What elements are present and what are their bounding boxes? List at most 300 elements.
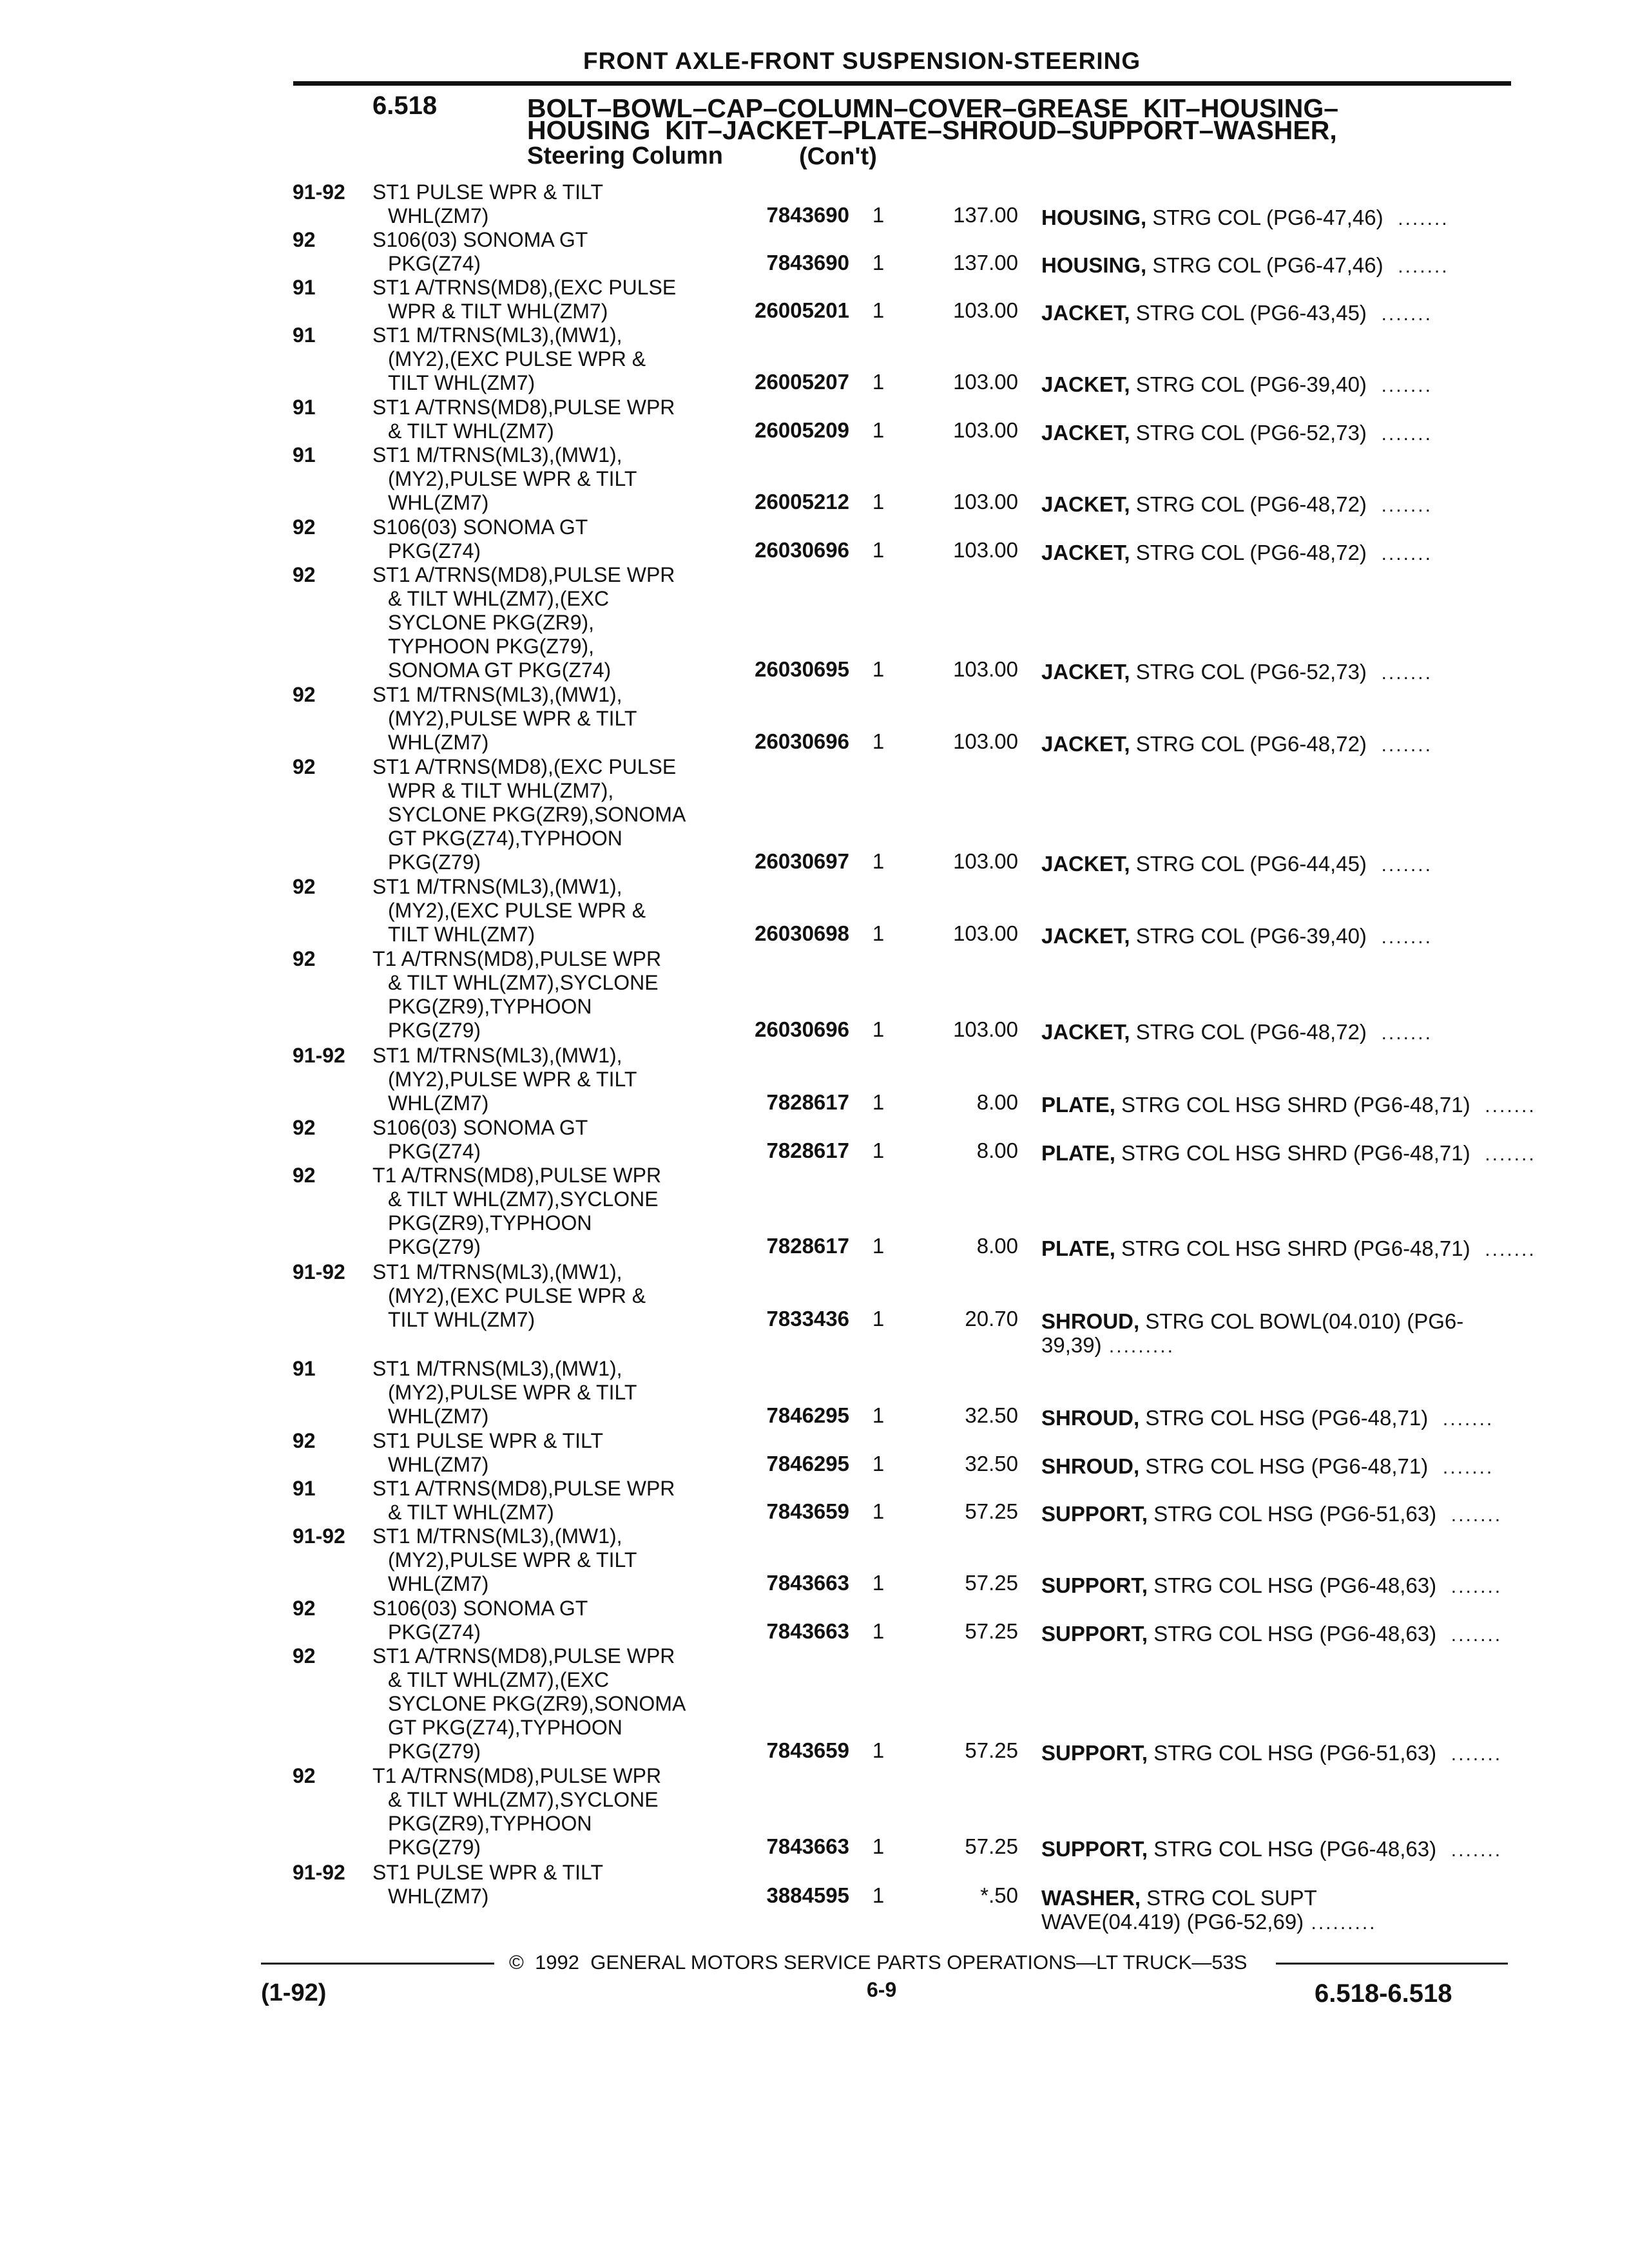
part-name-detail: STRG COL SUPT (1141, 1886, 1317, 1910)
part-model-year: 92 (293, 515, 316, 539)
usage-line: SYCLONE PKG(ZR9), (388, 611, 595, 634)
usage-line: WHL(ZM7) (388, 1091, 489, 1115)
part-quantity: 1 (872, 1090, 885, 1114)
part-name-detail: STRG COL (PG6-52,73) (1130, 421, 1367, 445)
dot-leader: ....... (1428, 1457, 1494, 1478)
usage-line: WHL(ZM7) (388, 1405, 489, 1428)
part-usage-description (372, 1644, 686, 1763)
usage-line: TILT WHL(ZM7) (388, 371, 535, 394)
usage-line: ST1 M/TRNS(ML3),(MW1), (372, 875, 622, 898)
usage-line: & TILT WHL(ZM7) (388, 419, 554, 443)
part-number: 7833436 (766, 1307, 849, 1331)
part-entry (0, 396, 1629, 443)
usage-line: ST1 A/TRNS(MD8),PULSE WPR (372, 396, 675, 419)
part-name (1041, 1573, 1502, 1599)
footer-copyright: © 1992 GENERAL MOTORS SERVICE PARTS OPERATIONS—LT TRUCK—53S (509, 1951, 1248, 1974)
usage-line: PKG(ZR9),TYPHOON (388, 995, 592, 1018)
part-model-year: 91-92 (293, 1044, 345, 1067)
part-usage-description (372, 1044, 637, 1115)
part-number: 26030696 (755, 729, 849, 753)
usage-line: TYPHOON PKG(Z79), (388, 635, 595, 658)
part-model-year: 92 (293, 755, 316, 778)
part-quantity: 1 (872, 298, 885, 322)
usage-line: ST1 M/TRNS(ML3),(MW1), (372, 443, 622, 466)
dot-leader: ....... (1428, 1408, 1494, 1430)
dot-leader: ....... (1366, 735, 1432, 756)
dot-leader: ....... (1366, 927, 1432, 948)
part-usage-description (372, 1764, 661, 1860)
part-number: 26005212 (755, 490, 849, 514)
part-usage-description (372, 1477, 675, 1524)
dot-leader: ....... (1436, 1576, 1503, 1597)
usage-line: & TILT WHL(ZM7) (388, 1501, 554, 1524)
part-name (1041, 1837, 1502, 1862)
part-name (1041, 541, 1432, 566)
section-title-line-3: Steering Column (527, 142, 724, 169)
dot-leader: ....... (1436, 1840, 1503, 1861)
usage-line: SONOMA GT PKG(Z74) (388, 658, 612, 682)
part-model-year: 91 (293, 443, 316, 466)
part-quantity: 1 (872, 418, 885, 442)
usage-line: (MY2),PULSE WPR & TILT (388, 467, 637, 490)
usage-line: ST1 PULSE WPR & TILT (372, 1429, 604, 1452)
part-usage-description (372, 276, 676, 323)
part-name-noun: JACKET, (1041, 372, 1130, 396)
usage-line: PKG(Z74) (388, 252, 481, 275)
part-quantity: 1 (872, 1234, 885, 1258)
usage-line: ST1 A/TRNS(MD8),(EXC PULSE (372, 276, 677, 299)
section-title-line-1: BOLT–BOWL–CAP–COLUMN–COVER–GREASE KIT–HOUSING– (527, 93, 1339, 123)
part-price: 103.00 (953, 729, 1018, 753)
section-title-line-2: HOUSING KIT–JACKET–PLATE–SHROUD–SUPPORT–WASHER, (527, 115, 1337, 145)
part-price: 32.50 (965, 1452, 1018, 1475)
footer-section-range: 6.518-6.518 (1315, 1979, 1452, 2008)
part-name-detail: STRG COL (PG6-52,73) (1130, 660, 1367, 684)
part-name (1041, 421, 1432, 446)
part-model-year: 91 (293, 396, 316, 419)
part-price: 103.00 (953, 1017, 1018, 1041)
part-model-year: 91-92 (293, 1861, 345, 1884)
usage-line: PKG(Z79) (388, 850, 481, 874)
part-name (1041, 301, 1432, 326)
part-name-noun: SUPPORT, (1041, 1573, 1148, 1597)
part-name (1041, 1020, 1432, 1045)
part-entry (0, 276, 1629, 323)
usage-line: S106(03) SONOMA GT (372, 228, 588, 251)
part-name-noun: JACKET, (1041, 421, 1130, 445)
part-entry (0, 180, 1629, 228)
part-price: 57.25 (965, 1619, 1018, 1643)
part-price: 103.00 (953, 298, 1018, 322)
usage-line: ST1 M/TRNS(ML3),(MW1), (372, 323, 622, 347)
part-model-year: 92 (293, 1429, 316, 1452)
part-price: *.50 (980, 1883, 1018, 1907)
part-quantity: 1 (872, 1619, 885, 1643)
part-quantity: 1 (872, 729, 885, 753)
part-usage-description (372, 1260, 646, 1332)
part-name (1041, 1406, 1494, 1431)
part-name-noun: WASHER, (1041, 1886, 1141, 1910)
usage-line: WHL(ZM7) (388, 1453, 489, 1476)
usage-line: ST1 A/TRNS(MD8),PULSE WPR (372, 1644, 675, 1667)
part-name-detail: STRG COL (PG6-48,72) (1130, 1020, 1367, 1044)
usage-line: PKG(ZR9),TYPHOON (388, 1211, 592, 1235)
usage-line: PKG(Z79) (388, 1836, 481, 1859)
part-price: 103.00 (953, 370, 1018, 394)
part-number: 7843659 (766, 1738, 849, 1762)
part-entry (0, 875, 1629, 947)
part-price: 103.00 (953, 921, 1018, 945)
usage-line: (MY2),PULSE WPR & TILT (388, 1381, 637, 1404)
usage-line: ST1 PULSE WPR & TILT (372, 180, 604, 204)
part-number: 26030697 (755, 849, 849, 873)
part-quantity: 1 (872, 1307, 885, 1331)
part-name-detail: STRG COL (PG6-39,40) (1130, 924, 1367, 948)
part-price: 57.25 (965, 1571, 1018, 1595)
footer-rule-right (1276, 1963, 1508, 1965)
part-entry (0, 1429, 1629, 1477)
part-quantity: 1 (872, 1403, 885, 1427)
usage-line: & TILT WHL(ZM7),SYCLONE (388, 971, 659, 994)
part-entry (0, 323, 1629, 395)
part-name-noun: JACKET, (1041, 924, 1130, 948)
part-model-year: 91 (293, 323, 316, 347)
part-model-year: 92 (293, 228, 316, 251)
part-entry (0, 1260, 1629, 1357)
dot-leader: ....... (1366, 303, 1432, 325)
part-name (1041, 660, 1432, 685)
part-number: 7843663 (766, 1571, 849, 1595)
dot-leader: ....... (1470, 1095, 1536, 1117)
usage-line: (MY2),PULSE WPR & TILT (388, 707, 637, 730)
part-model-year: 91-92 (293, 1260, 345, 1283)
section-number: 6.518 (372, 91, 438, 120)
part-name-detail: STRG COL HSG (PG6-51,63) (1148, 1502, 1437, 1526)
part-name-noun: SUPPORT, (1041, 1622, 1148, 1646)
part-name-noun: JACKET, (1041, 852, 1130, 876)
usage-line: (MY2),(EXC PULSE WPR & (388, 347, 646, 370)
part-name-noun: HOUSING, (1041, 206, 1147, 229)
part-number: 26030696 (755, 538, 849, 562)
part-number: 7828617 (766, 1139, 849, 1162)
part-name (1041, 206, 1449, 231)
part-quantity: 1 (872, 1834, 885, 1858)
usage-line: WHL(ZM7) (388, 731, 489, 754)
part-number: 26005201 (755, 298, 849, 322)
part-price: 8.00 (976, 1139, 1018, 1162)
part-name (1041, 852, 1432, 877)
usage-line: ST1 A/TRNS(MD8),(EXC PULSE (372, 755, 677, 778)
part-price: 103.00 (953, 849, 1018, 873)
part-usage-description (372, 563, 675, 682)
part-quantity: 1 (872, 1017, 885, 1041)
part-entry (0, 683, 1629, 754)
part-price: 8.00 (976, 1234, 1018, 1258)
usage-line: ST1 M/TRNS(ML3),(MW1), (372, 1357, 622, 1380)
part-name-detail: STRG COL HSG (PG6-48,71) (1139, 1454, 1429, 1478)
dot-leader: ....... (1436, 1504, 1503, 1526)
part-usage-description (372, 755, 686, 874)
part-quantity: 1 (872, 921, 885, 945)
part-name-noun: HOUSING, (1041, 253, 1147, 277)
usage-line: (MY2),(EXC PULSE WPR & (388, 899, 646, 922)
part-name-noun: SHROUD, (1041, 1309, 1140, 1333)
part-name-noun: PLATE, (1041, 1141, 1115, 1165)
dot-leader: ....... (1366, 1023, 1432, 1044)
part-price: 57.25 (965, 1499, 1018, 1523)
part-name-detail: STRG COL HSG SHRD (PG6-48,71) (1115, 1141, 1470, 1165)
part-name-detail: STRG COL (PG6-48,72) (1130, 492, 1367, 516)
part-number: 3884595 (766, 1883, 849, 1907)
usage-line: WHL(ZM7) (388, 204, 489, 227)
usage-line: WHL(ZM7) (388, 491, 489, 514)
part-name (1041, 732, 1432, 757)
part-quantity: 1 (872, 538, 885, 562)
dot-leader: ....... (1366, 495, 1432, 516)
part-quantity: 1 (872, 657, 885, 681)
usage-line: ST1 M/TRNS(ML3),(MW1), (372, 1260, 622, 1283)
part-name-detail: STRG COL (PG6-39,40) (1130, 372, 1367, 396)
usage-line: SYCLONE PKG(ZR9),SONOMA (388, 803, 686, 826)
part-name-noun: SHROUD, (1041, 1454, 1140, 1478)
part-number: 7843690 (766, 251, 849, 274)
part-quantity: 1 (872, 1883, 885, 1907)
part-name (1041, 1093, 1536, 1118)
part-model-year: 92 (293, 947, 316, 970)
part-entry (0, 563, 1629, 682)
footer-rule-left (261, 1963, 494, 1965)
part-name-continuation: WAVE(04.419) (PG6-52,69) ......... (1041, 1910, 1377, 1934)
part-name (1041, 924, 1432, 949)
part-name-detail: STRG COL (PG6-43,45) (1130, 301, 1367, 325)
usage-line: ST1 M/TRNS(ML3),(MW1), (372, 1044, 622, 1067)
part-name (1041, 1622, 1502, 1647)
part-usage-description (372, 323, 646, 395)
part-name-noun: JACKET, (1041, 732, 1130, 756)
footer-page-number: 6-9 (867, 1978, 897, 2001)
part-name-detail: STRG COL HSG (PG6-48,63) (1148, 1622, 1437, 1646)
part-name-detail: STRG COL (PG6-48,72) (1130, 541, 1367, 564)
part-price: 32.50 (965, 1403, 1018, 1427)
part-quantity: 1 (872, 1571, 885, 1595)
usage-line: & TILT WHL(ZM7),(EXC (388, 1668, 610, 1691)
part-model-year: 92 (293, 563, 316, 586)
part-name-noun: SUPPORT, (1041, 1502, 1148, 1526)
usage-line: PKG(Z74) (388, 1620, 481, 1644)
dot-leader: ....... (1436, 1744, 1503, 1765)
usage-line: S106(03) SONOMA GT (372, 515, 588, 539)
usage-line: SYCLONE PKG(ZR9),SONOMA (388, 1692, 686, 1715)
part-entry (0, 947, 1629, 1043)
part-model-year: 92 (293, 1644, 316, 1667)
part-name (1041, 1454, 1494, 1479)
part-name-noun: JACKET, (1041, 301, 1130, 325)
usage-line: (MY2),PULSE WPR & TILT (388, 1548, 637, 1571)
dot-leader: ....... (1383, 208, 1449, 229)
part-quantity: 1 (872, 1738, 885, 1762)
usage-line: WHL(ZM7) (388, 1572, 489, 1595)
part-name (1041, 1309, 1463, 1358)
part-number: 26005207 (755, 370, 849, 394)
part-usage-description (372, 515, 588, 563)
part-quantity: 1 (872, 370, 885, 394)
part-model-year: 92 (293, 1597, 316, 1620)
part-name-detail: STRG COL HSG (PG6-48,63) (1148, 1837, 1437, 1861)
part-name-noun: JACKET, (1041, 492, 1130, 516)
dot-leader: ....... (1366, 543, 1432, 564)
part-name (1041, 1236, 1536, 1262)
part-entry (0, 1044, 1629, 1115)
footer-revision-date: (1-92) (261, 1979, 327, 2006)
dot-leader: ....... (1366, 375, 1432, 396)
usage-line: ST1 A/TRNS(MD8),PULSE WPR (372, 1477, 675, 1500)
usage-line: (MY2),PULSE WPR & TILT (388, 1068, 637, 1091)
usage-line: GT PKG(Z74),TYPHOON (388, 827, 622, 850)
part-model-year: 91 (293, 1357, 316, 1380)
dot-leader: ....... (1470, 1144, 1536, 1165)
part-number: 26030696 (755, 1017, 849, 1041)
part-model-year: 92 (293, 1164, 316, 1187)
part-name-noun: SUPPORT, (1041, 1837, 1148, 1861)
usage-line: TILT WHL(ZM7) (388, 923, 535, 946)
dot-leader: ....... (1383, 256, 1449, 277)
usage-line: PKG(Z74) (388, 1140, 481, 1163)
usage-line: TILT WHL(ZM7) (388, 1308, 535, 1331)
usage-line: S106(03) SONOMA GT (372, 1116, 588, 1139)
part-name-detail: STRG COL HSG (PG6-51,63) (1148, 1741, 1437, 1765)
section-continued-label: (Con't) (799, 143, 877, 170)
usage-line: ST1 M/TRNS(ML3),(MW1), (372, 1524, 622, 1548)
part-name (1041, 1141, 1536, 1166)
part-number: 7828617 (766, 1234, 849, 1258)
part-entry (0, 1116, 1629, 1164)
part-name (1041, 253, 1449, 278)
part-model-year: 91-92 (293, 180, 345, 204)
part-usage-description (372, 396, 675, 443)
part-entry (0, 515, 1629, 563)
part-price: 103.00 (953, 657, 1018, 681)
part-entry (0, 1597, 1629, 1644)
part-price: 137.00 (953, 203, 1018, 227)
part-name-noun: PLATE, (1041, 1093, 1115, 1117)
part-entry (0, 443, 1629, 515)
part-number: 26005209 (755, 418, 849, 442)
part-usage-description (372, 180, 603, 228)
dot-leader: ....... (1366, 423, 1432, 445)
part-name-detail: STRG COL HSG (PG6-48,71) (1139, 1406, 1429, 1430)
part-name-noun: SHROUD, (1041, 1406, 1140, 1430)
usage-line: WPR & TILT WHL(ZM7) (388, 300, 608, 323)
part-usage-description (372, 1357, 637, 1428)
part-price: 103.00 (953, 538, 1018, 562)
part-entry (0, 1644, 1629, 1763)
part-price: 20.70 (965, 1307, 1018, 1331)
part-quantity: 1 (872, 251, 885, 274)
usage-line: S106(03) SONOMA GT (372, 1597, 588, 1620)
part-entry (0, 1764, 1629, 1860)
part-name-noun: JACKET, (1041, 541, 1130, 564)
usage-line: (MY2),(EXC PULSE WPR & (388, 1284, 646, 1307)
part-entry (0, 228, 1629, 276)
part-model-year: 92 (293, 1764, 316, 1787)
part-name-noun: JACKET, (1041, 660, 1130, 684)
usage-line: & TILT WHL(ZM7),(EXC (388, 587, 610, 610)
part-name-detail: STRG COL HSG SHRD (PG6-48,71) (1115, 1236, 1470, 1260)
dot-leader: ....... (1366, 662, 1432, 684)
part-name (1041, 372, 1432, 398)
part-quantity: 1 (872, 203, 885, 227)
part-name-noun: JACKET, (1041, 1020, 1130, 1044)
part-number: 7843663 (766, 1834, 849, 1858)
part-name-noun: PLATE, (1041, 1236, 1115, 1260)
usage-line: WPR & TILT WHL(ZM7), (388, 779, 614, 802)
part-price: 103.00 (953, 490, 1018, 514)
part-model-year: 92 (293, 1116, 316, 1139)
part-usage-description (372, 683, 637, 754)
part-usage-description (372, 1597, 588, 1644)
part-name-detail: STRG COL BOWL(04.010) (PG6- (1139, 1309, 1464, 1333)
part-quantity: 1 (872, 1139, 885, 1162)
page-header-title: FRONT AXLE-FRONT SUSPENSION-STEERING (583, 48, 1141, 74)
usage-line: PKG(Z79) (388, 1235, 481, 1258)
part-name-noun: SUPPORT, (1041, 1741, 1148, 1765)
usage-line: PKG(ZR9),TYPHOON (388, 1812, 592, 1835)
usage-line: PKG(Z79) (388, 1019, 481, 1042)
part-number: 7846295 (766, 1403, 849, 1427)
part-price: 137.00 (953, 251, 1018, 274)
usage-line: T1 A/TRNS(MD8),PULSE WPR (372, 1164, 662, 1187)
part-number: 7846295 (766, 1452, 849, 1475)
part-usage-description (372, 228, 588, 276)
part-number: 7828617 (766, 1090, 849, 1114)
usage-line: ST1 A/TRNS(MD8),PULSE WPR (372, 563, 675, 586)
part-quantity: 1 (872, 849, 885, 873)
part-name-detail: STRG COL HSG (PG6-48,63) (1148, 1573, 1437, 1597)
part-entry (0, 1164, 1629, 1259)
part-number: 26030695 (755, 657, 849, 681)
usage-line: PKG(Z79) (388, 1740, 481, 1763)
part-quantity: 1 (872, 490, 885, 514)
part-entry (0, 1861, 1629, 1934)
part-usage-description (372, 1164, 661, 1259)
part-model-year: 91 (293, 276, 316, 299)
part-price: 8.00 (976, 1090, 1018, 1114)
part-entry (0, 755, 1629, 874)
part-quantity: 1 (872, 1499, 885, 1523)
dot-leader: ....... (1470, 1239, 1536, 1260)
part-name-detail: STRG COL (PG6-47,46) (1146, 206, 1383, 229)
part-number: 7843659 (766, 1499, 849, 1523)
part-entry (0, 1357, 1629, 1428)
part-name-detail: STRG COL (PG6-44,45) (1130, 852, 1367, 876)
usage-line: & TILT WHL(ZM7),SYCLONE (388, 1788, 659, 1811)
usage-line: PKG(Z74) (388, 539, 481, 562)
part-number: 7843690 (766, 203, 849, 227)
part-entry (0, 1524, 1629, 1596)
part-name (1041, 1741, 1502, 1766)
part-usage-description (372, 1429, 603, 1477)
usage-line: ST1 PULSE WPR & TILT (372, 1861, 604, 1884)
dot-leader: ....... (1436, 1624, 1503, 1646)
part-name-detail: STRG COL (PG6-47,46) (1146, 253, 1383, 277)
dot-leader: ....... (1366, 854, 1432, 876)
part-usage-description (372, 1116, 588, 1164)
usage-line: WHL(ZM7) (388, 1885, 489, 1908)
part-name-detail: STRG COL HSG SHRD (PG6-48,71) (1115, 1093, 1470, 1117)
part-entry (0, 1477, 1629, 1524)
part-model-year: 92 (293, 683, 316, 706)
usage-line: & TILT WHL(ZM7),SYCLONE (388, 1187, 659, 1211)
